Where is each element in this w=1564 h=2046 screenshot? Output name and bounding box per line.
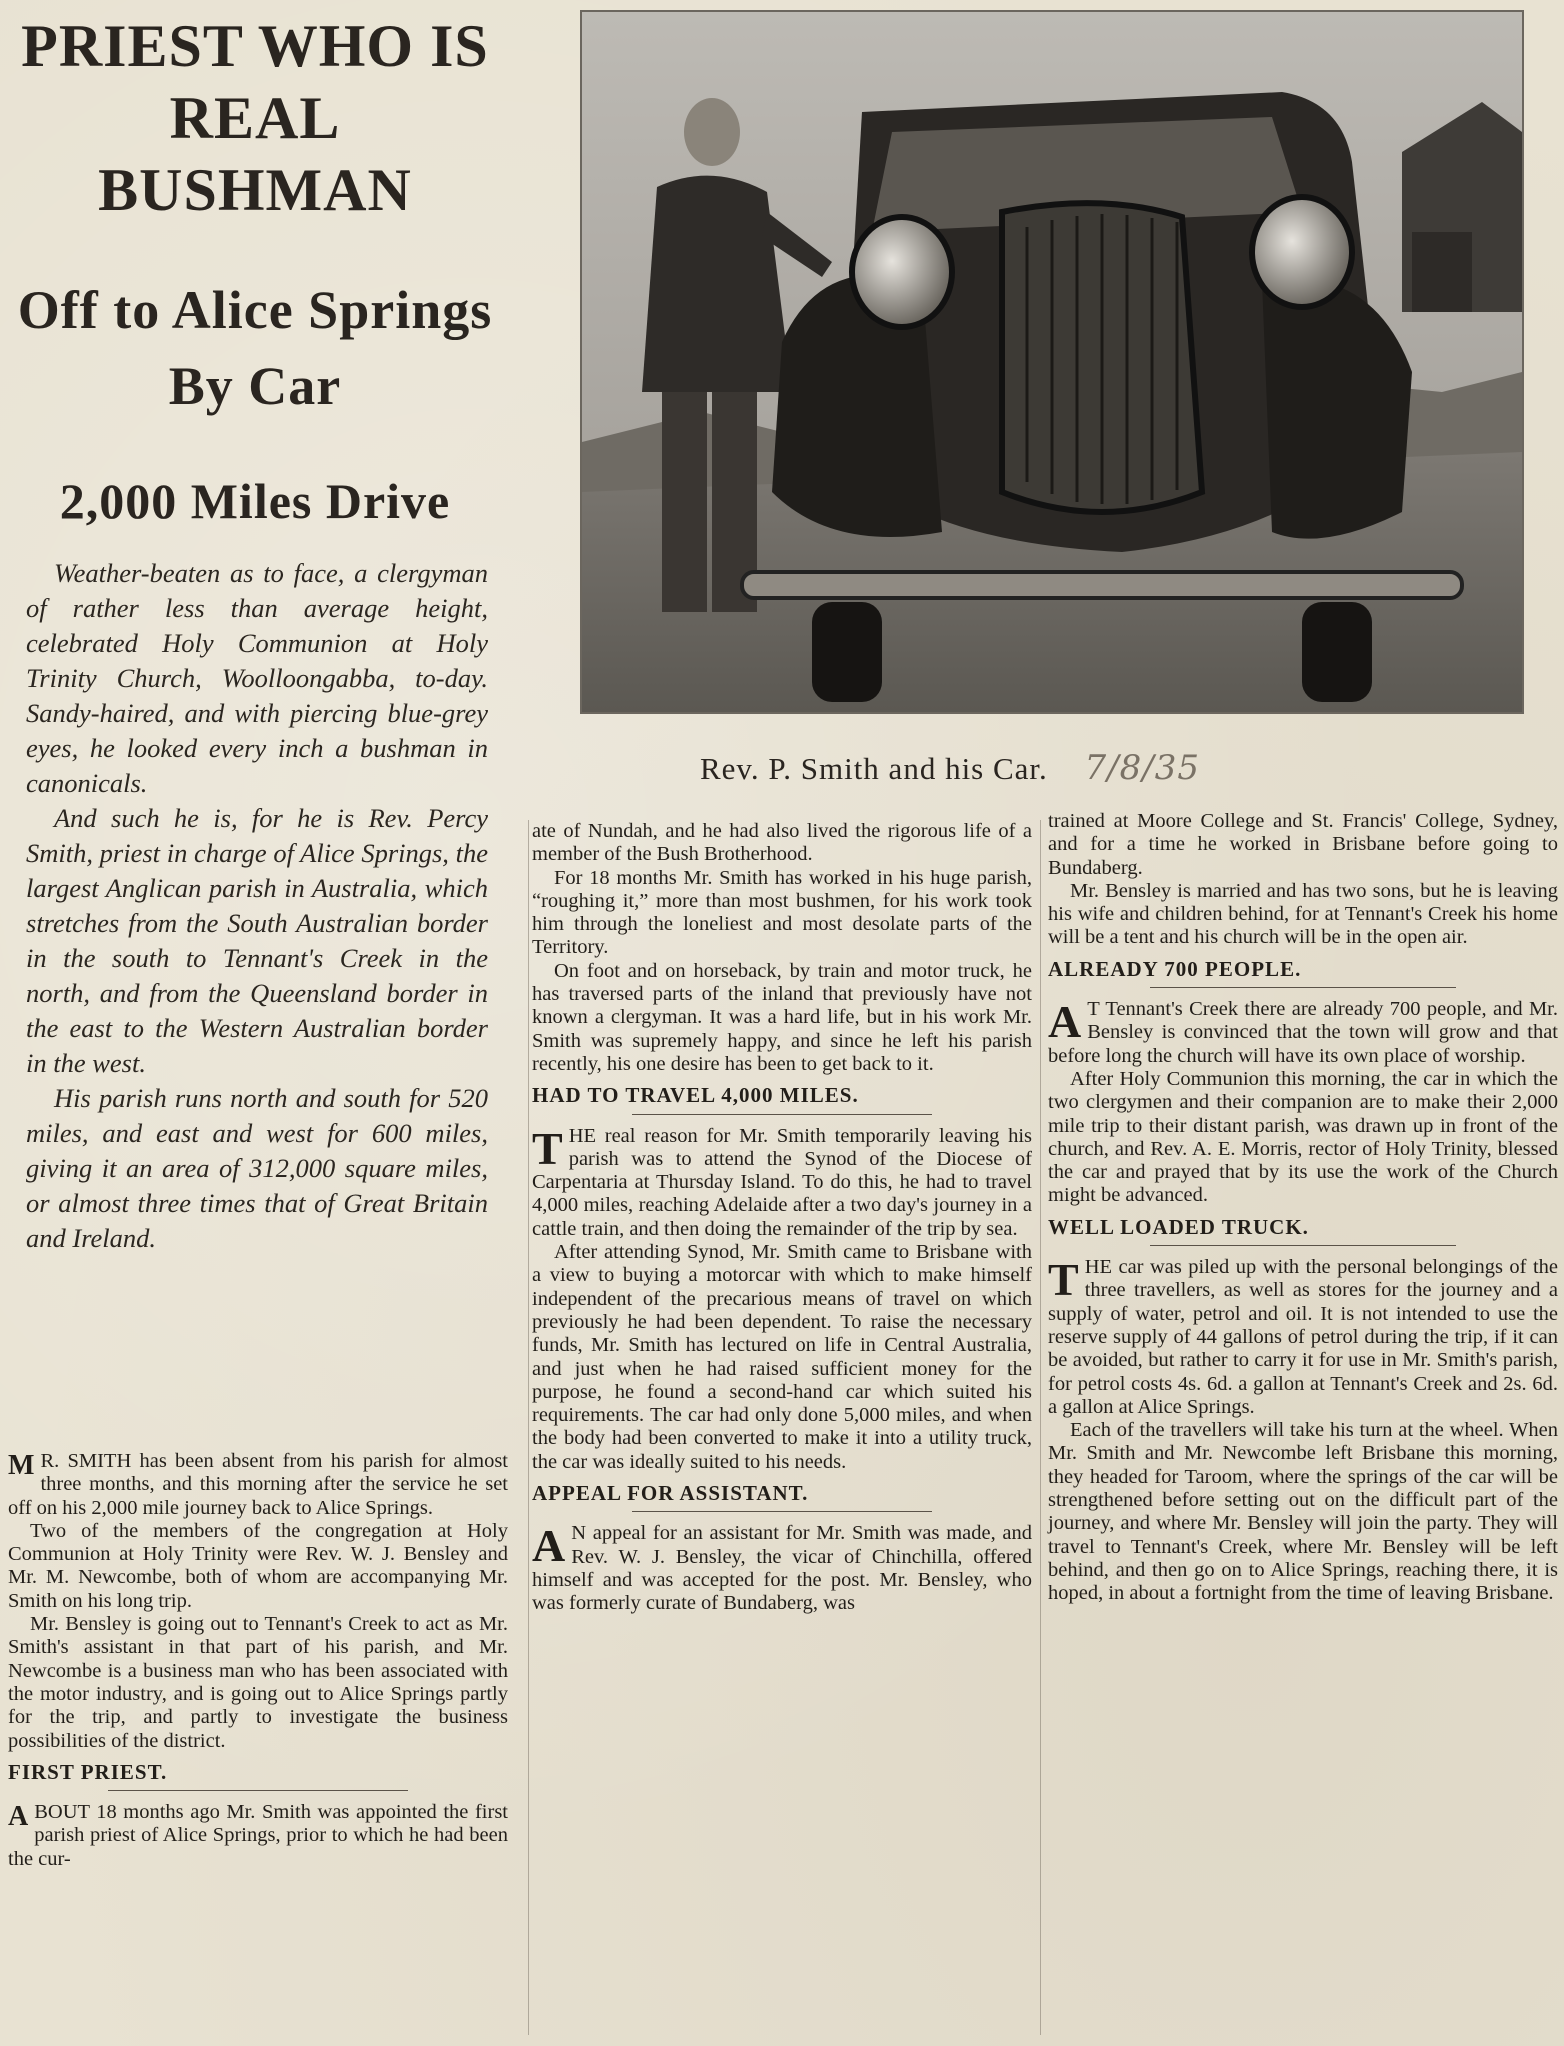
paragraph: THE real reason for Mr. Smith temporarily leaving his parish was to attend the Synod of the Diocese of Carpentaria at Thursday Island. To do this, he had to travel 4,000 miles, reaching Adelaide after a two day's journey in a cattle train, and then doing the remainder of the trip by sea. bbox=[532, 1122, 1032, 1240]
paragraph: THE car was piled up with the personal belongings of the three travellers, as well as stores for the journey and a supply of water, petrol and oil. It is not intended to use the reserve supply of 44 gallons of petrol during the trip, if it can be avoided, but rather to carry it for use in Mr. Smith's parish, for petrol costs 4s. 6d. a gallon at Tennant's Creek and 2s. 6d. a gallon at Alice Springs. bbox=[1048, 1254, 1558, 1418]
drop-cap: T bbox=[1048, 1254, 1079, 1306]
paragraph: Each of the travellers will take his turn at the wheel. When Mr. Smith and Mr. Newcombe left Brisbane this morning, they headed for Taroom, where the springs of the car will be strengthened before setting out on the difficult part of the journey, and where Mr. Bensley will join the party. They will travel to Tennant's Creek, where Mr. Bensley will be left behind, and then go on to Alice Springs, reaching there, it is hoped, in about a fortnight from the time of leaving Brisbane. bbox=[1048, 1419, 1558, 1605]
article-column-1 bbox=[8, 1450, 508, 1871]
section-rule bbox=[1150, 1245, 1456, 1246]
article-column-3 bbox=[1048, 810, 1558, 1606]
intro-paragraph: And such he is, for he is Rev. Percy Smith, priest in charge of Alice Springs, the largest Anglican parish in Australia, which stretches from the South Australian border in the south to Tennant's Creek in the north, and from the Queensland border in the east to the Western Australian border in the west. bbox=[26, 803, 488, 1078]
paragraph: After attending Synod, Mr. Smith came to Brisbane with a view to buying a motorcar with which to make himself independent of the precarious means of travel on which previously he had been dependent. To raise the necessary funds, Mr. Smith has lectured on life in Central Australia, and just when he had raised sufficient money for the purpose, he found a second-hand car which suited his requirements. The car had only done 5,000 miles, and when the body had been converted to make it into a utility truck, the car was ideally suited to his needs. bbox=[532, 1241, 1032, 1473]
article-column-2 bbox=[532, 820, 1032, 1616]
intro-paragraph: His parish runs north and south for 520 miles, and east and west for 600 miles, giving it an area of 312,000 square miles, or almost three times that of Great Britain and Ireland. bbox=[26, 1083, 488, 1253]
paragraph: After Holy Communion this morning, the car in which the two clergymen and their companion are to make their 2,000 mile trip to their distant parish, was drawn up in front of the church, and Rev. A. E. Morris, rector of Holy Trinity, blessed the car and prayed that by its use the work of the Church might be advanced. bbox=[1048, 1067, 1558, 1207]
paragraph: Two of the members of the congregation at Holy Communion at Holy Trinity were Rev. W. J. Bensley and Mr. M. Newcombe, both of whom are accompanying Mr. Smith on his long trip. bbox=[8, 1519, 508, 1612]
paragraph: On foot and on horseback, by train and motor truck, he has traversed parts of the inland that previously have not known a clergyman. It was a hard life, but in his work Mr. Smith was supremely happy, and since he left his parish recently, his one desire has been to get back to it. bbox=[532, 959, 1032, 1075]
paragraph: ate of Nundah, and he had also lived the rigorous life of a member of the Bush Brotherhood. bbox=[532, 820, 1032, 866]
subheading: APPEAL FOR ASSISTANT. bbox=[532, 1481, 809, 1506]
section-rule bbox=[108, 1790, 408, 1791]
subheading: WELL LOADED TRUCK. bbox=[1048, 1214, 1309, 1239]
section-rule bbox=[632, 1114, 932, 1115]
paragraph: A BOUT 18 months ago Mr. Smith was appointed the first parish priest of Alice Springs, prior to which he had been the cur- bbox=[8, 1801, 508, 1870]
paragraph: trained at Moore College and St. Francis' College, Sydney, and for a time he worked in Brisbane before going to Bundaberg. bbox=[1048, 810, 1558, 879]
handwritten-date: 7/8/35 bbox=[1084, 748, 1200, 788]
headline-main: PRIEST WHO IS REAL BUSHMAN bbox=[21, 13, 489, 223]
section-rule bbox=[1150, 987, 1456, 988]
paragraph: A N appeal for an assistant for Mr. Smith was made, and Rev. W. J. Bensley, the vicar of Chinchilla, offered himself and was accepted for the post. Mr. Bensley, who was formerly curate of Bundaberg, was bbox=[532, 1520, 1032, 1615]
drop-cap: T bbox=[532, 1122, 563, 1174]
drop-cap: A bbox=[532, 1520, 566, 1572]
caption-text: Rev. P. Smith and his Car. bbox=[700, 751, 1048, 786]
paragraph: Mr. Bensley is married and has two sons, but he is leaving his wife and children behind, for at Tennant's Creek his home will be a tent and his church will be in the open air. bbox=[1048, 879, 1558, 949]
paragraph: M R. SMITH has been absent from his parish for almost three months, and this morning after the service he set off on his 2,000 mile journey back to Alice Springs. bbox=[8, 1450, 508, 1519]
section-rule bbox=[632, 1511, 932, 1512]
headline-sub: Off to Alice Springs By Car bbox=[17, 280, 493, 416]
car-photo-illustration bbox=[582, 12, 1522, 712]
drop-cap: M bbox=[8, 1450, 35, 1481]
photo-caption bbox=[700, 748, 1460, 788]
paragraph: For 18 months Mr. Smith has worked in his huge parish, “roughing it,” more than most bushmen, for his work took him through the loneliest and most desolate parts of the Territory. bbox=[532, 866, 1032, 959]
subheading: FIRST PRIEST. bbox=[8, 1759, 168, 1784]
column-divider bbox=[528, 820, 529, 2035]
intro-paragraphs bbox=[26, 556, 488, 1256]
photo-priest-with-car bbox=[580, 10, 1524, 714]
subheading: ALREADY 700 PEOPLE. bbox=[1048, 956, 1302, 981]
paragraph: Mr. Bensley is going out to Tennant's Creek to act as Mr. Smith's assistant in that part of his parish, and Mr. Newcombe is a business man who has been associated with the motor industry, and is going out to Alice Springs partly for the trip, and partly to investigate the business possibilities of the district. bbox=[8, 1613, 508, 1752]
drop-cap: A bbox=[8, 1801, 29, 1833]
headline-deck: 2,000 Miles Drive bbox=[59, 473, 451, 529]
intro-paragraph: Weather-beaten as to face, a clergyman of rather less than average height, celebrated Holy Communion at Holy Trinity Church, Woolloongabba, to-day. Sandy-haired, and with piercing blue-grey eyes, he looked every inch a bushman in canonicals. bbox=[26, 558, 488, 798]
subheading: HAD TO TRAVEL 4,000 MILES. bbox=[532, 1083, 859, 1108]
paragraph: A T Tennant's Creek there are already 700 people, and Mr. Bensley is convinced that the town will grow and that before long the church will have its own place of worship. bbox=[1048, 996, 1558, 1067]
column-divider bbox=[1040, 820, 1041, 2035]
drop-cap: A bbox=[1048, 996, 1082, 1048]
